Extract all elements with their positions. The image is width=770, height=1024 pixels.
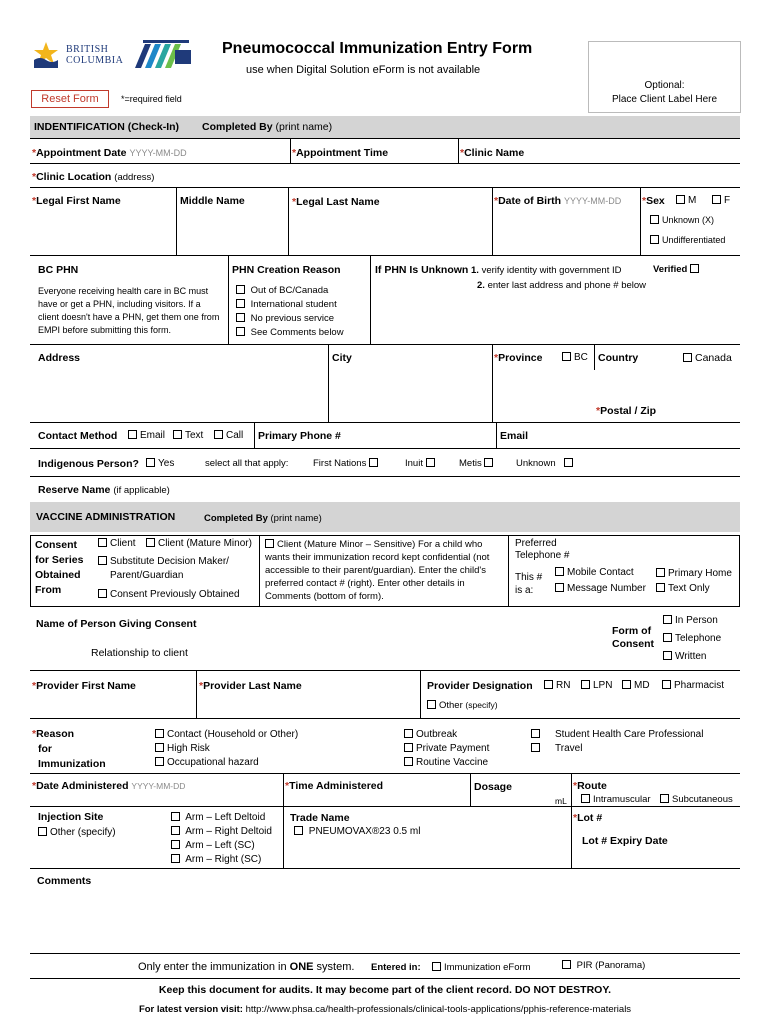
dob-label: Date of Birth bbox=[498, 195, 562, 207]
province-bc-label: BC bbox=[574, 352, 588, 363]
reason-outbreak-checkbox[interactable] bbox=[404, 729, 457, 740]
primary-phone-field[interactable] bbox=[258, 430, 341, 442]
latest-url-link[interactable]: http://www.phsa.ca/health-professionals/clinical-tools-applications/pphis-reference-materials bbox=[245, 1004, 632, 1015]
indigenous-yes-label: Yes bbox=[158, 458, 175, 469]
clinic-name-field[interactable]: *Clinic Name bbox=[460, 147, 525, 159]
city-field[interactable] bbox=[332, 352, 352, 364]
designation-specify: (specify) bbox=[465, 700, 498, 710]
verified-label: Verified bbox=[653, 264, 688, 275]
vaccine-title: VACCINE ADMINISTRATION bbox=[36, 511, 176, 523]
route-label-text: Route bbox=[577, 780, 607, 792]
appointment-date-format: YYYY-MM-DD bbox=[129, 148, 187, 158]
inuit-label: Inuit bbox=[405, 458, 423, 469]
date-administered-field[interactable]: *Date Administered YYYY-MM-DD bbox=[32, 780, 186, 792]
sex-m-label: M bbox=[688, 195, 697, 206]
metis-checkbox[interactable] bbox=[459, 458, 496, 469]
route-sc-label: Subcutaneous bbox=[672, 794, 733, 805]
date-administered-label: Date Administered bbox=[36, 780, 129, 792]
designation-md-checkbox[interactable] bbox=[622, 680, 650, 691]
designation-rn-label: RN bbox=[556, 680, 571, 691]
comments-label: Comments bbox=[37, 875, 92, 887]
indigenous-unknown-checkbox[interactable] bbox=[516, 458, 576, 469]
trade-pneumovax-label: PNEUMOVAX®23 0.5 ml bbox=[308, 826, 421, 837]
provider-designation-label: Provider Designation bbox=[427, 680, 533, 692]
select-all-note: select all that apply: bbox=[205, 458, 289, 469]
contact-text-label: Text bbox=[185, 430, 204, 441]
consent-client-label: Client bbox=[110, 538, 136, 549]
consent-sensitive-label: Client (Mature Minor – Sensitive) For a child who wants their immunization record kept confidential (not accessible to their parent/guardian). Enter the child's preferred contact # (right). Enter other details in Comments (bottom of form). bbox=[265, 539, 490, 602]
first-nations-label: First Nations bbox=[313, 458, 367, 469]
consent-person-label: Name of Person Giving Consent bbox=[36, 618, 197, 630]
consent-title bbox=[35, 538, 83, 598]
dosage-unit: mL bbox=[555, 796, 567, 806]
province-bc-checkbox[interactable] bbox=[562, 352, 588, 363]
phn-reason-3[interactable] bbox=[236, 313, 334, 324]
consent-line-2: for Series bbox=[35, 554, 84, 566]
text-only-checkbox[interactable] bbox=[656, 583, 710, 594]
middle-name-field[interactable] bbox=[180, 195, 245, 207]
pir-checkbox[interactable] bbox=[562, 960, 645, 971]
designation-rn-checkbox[interactable] bbox=[544, 680, 570, 691]
address-label: Address bbox=[38, 352, 81, 364]
reason-occupational-checkbox[interactable] bbox=[155, 757, 259, 768]
consent-telephone-label: Telephone bbox=[675, 633, 722, 644]
form-of-consent-line2: Consent bbox=[612, 638, 654, 650]
time-administered-label: Time Administered bbox=[289, 780, 384, 792]
legal-last-name-field[interactable]: *Legal Last Name bbox=[292, 196, 380, 208]
appointment-date-field[interactable]: *Appointment Date YYYY-MM-DD bbox=[32, 147, 187, 159]
this-is-line1: This # bbox=[515, 572, 543, 583]
only-enter-one: ONE bbox=[289, 961, 314, 973]
keep-document-note: Keep this document for audits. It may become part of the client record. DO NOT DESTROY. bbox=[158, 984, 612, 996]
appointment-time-label: Appointment Time bbox=[296, 147, 389, 159]
consent-sensitive-checkbox[interactable] bbox=[265, 538, 505, 603]
consent-client-checkbox[interactable] bbox=[98, 538, 136, 549]
reason-line-2: for bbox=[38, 743, 52, 755]
site-left-sc-label: Arm – Left (SC) bbox=[185, 840, 255, 851]
consent-substitute-checkbox[interactable] bbox=[98, 555, 229, 583]
client-label-box[interactable] bbox=[588, 41, 741, 113]
reserve-name-field[interactable] bbox=[38, 484, 170, 496]
label-box-line2: Place Client Label Here bbox=[611, 94, 718, 105]
reason-line-1: Reason bbox=[36, 728, 75, 740]
site-right-deltoid-label: Arm – Right Deltoid bbox=[185, 826, 272, 837]
site-other-checkbox[interactable] bbox=[38, 827, 116, 838]
bc-phn-label: BC PHN bbox=[38, 264, 79, 276]
site-other-label: Other (specify) bbox=[50, 827, 116, 838]
indigenous-label: Indigenous Person? bbox=[38, 458, 139, 470]
designation-md-label: MD bbox=[634, 680, 650, 691]
phn-reason-2[interactable] bbox=[236, 299, 337, 310]
bc-logo bbox=[32, 38, 127, 70]
contact-call-label: Call bbox=[226, 430, 244, 441]
consent-mature-label: Client (Mature Minor) bbox=[158, 538, 252, 549]
form-of-consent-line1: Form of bbox=[612, 625, 652, 637]
contact-email-checkbox[interactable] bbox=[128, 430, 165, 441]
phn-step1-num: 1. bbox=[470, 265, 479, 276]
reason-travel-checkbox[interactable] bbox=[531, 743, 582, 754]
relationship-label: Relationship to client bbox=[91, 647, 188, 659]
preferred-telephone-field[interactable] bbox=[515, 538, 570, 562]
form-title: Pneumococcal Immunization Entry Form bbox=[222, 40, 533, 57]
only-enter-note bbox=[138, 961, 354, 973]
lot-expiry-field[interactable] bbox=[582, 835, 668, 847]
consent-person-field[interactable] bbox=[36, 618, 196, 630]
date-of-birth-field[interactable]: *Date of Birth YYYY-MM-DD bbox=[494, 195, 622, 207]
phn-reason-1-label: Out of BC/Canada bbox=[250, 285, 329, 296]
verified-checkbox[interactable] bbox=[653, 264, 702, 275]
appointment-time-field[interactable]: *Appointment Time bbox=[292, 147, 389, 159]
clinic-location-hint: (address) bbox=[114, 172, 155, 183]
primary-phone-label: Primary Phone # bbox=[258, 430, 341, 442]
reason-outbreak-label: Outbreak bbox=[416, 729, 458, 740]
reason-high-risk-label: High Risk bbox=[167, 743, 210, 754]
provider-first-label: Provider First Name bbox=[36, 680, 136, 692]
pir-label: PIR (Panorama) bbox=[576, 960, 646, 971]
province-field[interactable]: *Province bbox=[494, 352, 543, 364]
country-canada-label: Canada bbox=[695, 352, 732, 364]
message-number-checkbox[interactable] bbox=[555, 583, 646, 594]
primary-home-checkbox[interactable] bbox=[656, 568, 732, 579]
phn-step1-text: verify identity with government ID bbox=[481, 265, 622, 276]
designation-lpn-label: LPN bbox=[593, 680, 613, 691]
country-field[interactable] bbox=[598, 352, 638, 364]
latest-version-note bbox=[0, 1004, 770, 1015]
label-box-line1: Optional: bbox=[644, 80, 685, 91]
consent-parent-label: Parent/Guardian bbox=[110, 570, 184, 581]
consent-mature-checkbox[interactable] bbox=[146, 538, 252, 549]
consent-written-checkbox[interactable] bbox=[663, 651, 707, 662]
reason-label: *Reason for Immunization bbox=[32, 728, 106, 770]
id-completed-by-label bbox=[202, 121, 332, 133]
eform-checkbox[interactable] bbox=[432, 962, 531, 973]
legal-first-name-label: Legal First Name bbox=[36, 195, 121, 207]
reserve-hint: (if applicable) bbox=[113, 485, 170, 496]
route-sc-checkbox[interactable] bbox=[660, 794, 733, 805]
pref-tel-line2: Telephone # bbox=[515, 550, 570, 561]
lot-label: Lot # bbox=[577, 812, 603, 824]
indigenous-yes-checkbox[interactable] bbox=[146, 458, 174, 469]
phn-unknown-step1 bbox=[375, 264, 621, 276]
phn-reason-2-label: International student bbox=[250, 299, 337, 310]
reserve-name-label: Reserve Name bbox=[38, 484, 111, 496]
time-administered-field[interactable]: *Time Administered bbox=[285, 780, 384, 792]
designation-pharmacist-label: Pharmacist bbox=[674, 680, 725, 691]
inuit-checkbox[interactable] bbox=[405, 458, 438, 469]
address-field[interactable] bbox=[38, 352, 80, 364]
site-right-sc-checkbox[interactable] bbox=[171, 854, 261, 865]
sex-f-checkbox[interactable] bbox=[712, 195, 730, 206]
route-im-label: Intramuscular bbox=[593, 794, 651, 805]
phn-reason-3-label: No previous service bbox=[250, 313, 335, 324]
site-right-sc-label: Arm – Right (SC) bbox=[185, 854, 262, 865]
designation-other-checkbox[interactable] bbox=[427, 700, 498, 711]
route-label: *Route bbox=[573, 780, 607, 792]
consent-in-person-label: In Person bbox=[675, 615, 718, 626]
eform-label: Immunization eForm bbox=[444, 962, 531, 973]
reason-contact-checkbox[interactable] bbox=[155, 729, 298, 740]
provider-last-field[interactable]: *Provider Last Name bbox=[199, 680, 302, 692]
sex-unknown-checkbox[interactable] bbox=[650, 215, 714, 225]
primary-home-label: Primary Home bbox=[668, 568, 732, 579]
reason-occupational-label: Occupational hazard bbox=[167, 757, 259, 768]
clinic-location-label: Clinic Location bbox=[36, 171, 112, 183]
bc-phn-field[interactable] bbox=[38, 264, 78, 276]
contact-text-checkbox[interactable] bbox=[173, 430, 203, 441]
sex-undiff-label: Undifferentiated bbox=[662, 235, 726, 245]
consent-substitute-label: Substitute Decision Maker/ bbox=[110, 556, 229, 567]
dosage-label: Dosage bbox=[474, 781, 512, 793]
reason-student-checkbox[interactable] bbox=[531, 729, 703, 740]
reason-routine-label: Routine Vaccine bbox=[416, 757, 489, 768]
phn-reason-4-label: See Comments below bbox=[250, 327, 344, 338]
bc-logo-line1: BRITISH bbox=[66, 44, 109, 55]
trade-name-label: Trade Name bbox=[290, 812, 350, 824]
province-label: Province bbox=[498, 352, 543, 364]
appointment-date-label: Appointment Date bbox=[36, 147, 127, 159]
mobile-contact-label: Mobile Contact bbox=[567, 567, 634, 578]
latest-label: For latest version visit: bbox=[138, 1004, 243, 1015]
designation-pharmacist-checkbox[interactable] bbox=[662, 680, 724, 691]
message-number-label: Message Number bbox=[567, 583, 646, 594]
only-enter-post: system. bbox=[313, 961, 355, 973]
reason-private-label: Private Payment bbox=[416, 743, 490, 754]
relationship-field[interactable] bbox=[91, 647, 188, 659]
email-label: Email bbox=[500, 430, 529, 442]
site-left-sc-checkbox[interactable] bbox=[171, 840, 255, 851]
clinic-name-label: Clinic Name bbox=[464, 147, 525, 159]
dosage-field[interactable] bbox=[474, 781, 512, 793]
consent-in-person-checkbox[interactable] bbox=[663, 615, 718, 626]
contact-method-label: Contact Method bbox=[38, 430, 118, 442]
designation-other-label: Other bbox=[439, 700, 463, 711]
sex-unknown-label: Unknown (X) bbox=[662, 215, 715, 225]
provider-first-field[interactable]: *Provider First Name bbox=[32, 680, 136, 692]
middle-name-label: Middle Name bbox=[180, 195, 245, 207]
phn-step2-num: 2. bbox=[477, 280, 485, 291]
reason-travel-label: Travel bbox=[555, 743, 583, 754]
sex-label: Sex bbox=[646, 195, 665, 207]
bc-logo-line2: COLUMBIA bbox=[66, 55, 124, 66]
consent-prev-checkbox[interactable] bbox=[98, 589, 240, 600]
form-of-consent-label bbox=[612, 625, 654, 651]
phn-reason-title: PHN Creation Reason bbox=[232, 264, 341, 276]
reason-line-3: Immunization bbox=[38, 758, 106, 770]
consent-written-label: Written bbox=[675, 651, 707, 662]
comments-field[interactable] bbox=[37, 875, 91, 887]
clinic-location-field[interactable]: *Clinic Location (address) bbox=[32, 171, 155, 183]
consent-line-3: Obtained bbox=[35, 569, 81, 581]
country-canada-checkbox[interactable] bbox=[683, 352, 732, 364]
form-subtitle: use when Digital Solution eForm is not available bbox=[246, 64, 481, 76]
reason-contact-label: Contact (Household or Other) bbox=[167, 729, 299, 740]
route-im-checkbox[interactable] bbox=[581, 794, 651, 805]
postal-field[interactable]: *Postal / Zip bbox=[596, 405, 657, 417]
phn-reason-4[interactable] bbox=[236, 327, 344, 338]
this-number-label bbox=[515, 571, 542, 597]
consent-telephone-checkbox[interactable] bbox=[663, 633, 721, 644]
identification-title: INDENTIFICATION (Check-In) bbox=[34, 121, 180, 133]
site-left-deltoid-checkbox[interactable] bbox=[171, 812, 265, 823]
contact-call-checkbox[interactable] bbox=[214, 430, 243, 441]
entered-in-label: Entered in: bbox=[371, 962, 421, 973]
sex-m-checkbox[interactable] bbox=[676, 195, 696, 206]
reason-routine-checkbox[interactable] bbox=[404, 757, 488, 768]
reset-form-label: Reset Form bbox=[41, 93, 99, 105]
this-is-line2: is a: bbox=[515, 585, 534, 596]
health-authority-logo bbox=[133, 40, 193, 70]
only-enter-pre: Only enter the immunization in bbox=[138, 961, 290, 973]
first-nations-checkbox[interactable] bbox=[313, 458, 381, 469]
legal-last-name-label: Legal Last Name bbox=[296, 196, 380, 208]
reason-student-label: Student Health Care Professional bbox=[555, 729, 704, 740]
vac-completed-by: Completed By bbox=[204, 513, 268, 524]
consent-line-1: Consent bbox=[35, 539, 77, 551]
trade-pneumovax-checkbox[interactable] bbox=[294, 826, 420, 837]
date-administered-format: YYYY-MM-DD bbox=[131, 781, 186, 791]
mobile-contact-checkbox[interactable] bbox=[555, 567, 634, 578]
phn-step2-text: enter last address and phone # below bbox=[487, 280, 647, 291]
legal-first-name-field[interactable]: *Legal First Name bbox=[32, 195, 121, 207]
reset-form-button[interactable] bbox=[31, 90, 109, 108]
phn-note: Everyone receiving health care in BC must have or get a PHN, including visitors. If a client doesn't have a PHN, get them one from EMPI before submitting this form. bbox=[38, 286, 220, 335]
sex-f-label: F bbox=[724, 195, 731, 206]
lot-expiry-label: Lot # Expiry Date bbox=[582, 835, 668, 847]
vac-print-name: (print name) bbox=[270, 513, 322, 524]
injection-site-label: Injection Site bbox=[38, 811, 104, 823]
provider-last-label: Provider Last Name bbox=[203, 680, 302, 692]
consent-line-4: From bbox=[35, 584, 62, 596]
required-note: *=required field bbox=[121, 94, 182, 104]
postal-label: Postal / Zip bbox=[600, 405, 657, 417]
vac-completed-by-label bbox=[204, 513, 322, 524]
email-field[interactable] bbox=[500, 430, 528, 442]
reason-private-checkbox[interactable] bbox=[404, 743, 489, 754]
site-right-deltoid-checkbox[interactable] bbox=[171, 826, 272, 837]
indigenous-unknown-label: Unknown bbox=[516, 458, 556, 469]
text-only-label: Text Only bbox=[668, 583, 710, 594]
site-left-deltoid-label: Arm – Left Deltoid bbox=[185, 812, 266, 823]
country-label: Country bbox=[598, 352, 639, 364]
id-completed-by: Completed By bbox=[202, 121, 273, 133]
pref-tel-line1: Preferred bbox=[515, 538, 557, 549]
phn-unknown-label: If PHN Is Unknown bbox=[375, 264, 469, 276]
dob-format: YYYY-MM-DD bbox=[564, 196, 622, 206]
lot-field[interactable]: *Lot # bbox=[573, 812, 603, 824]
metis-label: Metis bbox=[459, 458, 482, 469]
sex-field: *Sex bbox=[642, 195, 665, 207]
consent-prev-label: Consent Previously Obtained bbox=[110, 589, 240, 600]
phn-unknown-step2 bbox=[477, 280, 646, 291]
contact-email-label: Email bbox=[140, 430, 166, 441]
sex-undiff-checkbox[interactable] bbox=[650, 235, 725, 245]
id-print-name: (print name) bbox=[275, 121, 333, 133]
city-label: City bbox=[332, 352, 352, 364]
designation-lpn-checkbox[interactable] bbox=[581, 680, 612, 691]
phn-reason-1[interactable] bbox=[236, 285, 328, 296]
reason-high-risk-checkbox[interactable] bbox=[155, 743, 210, 754]
